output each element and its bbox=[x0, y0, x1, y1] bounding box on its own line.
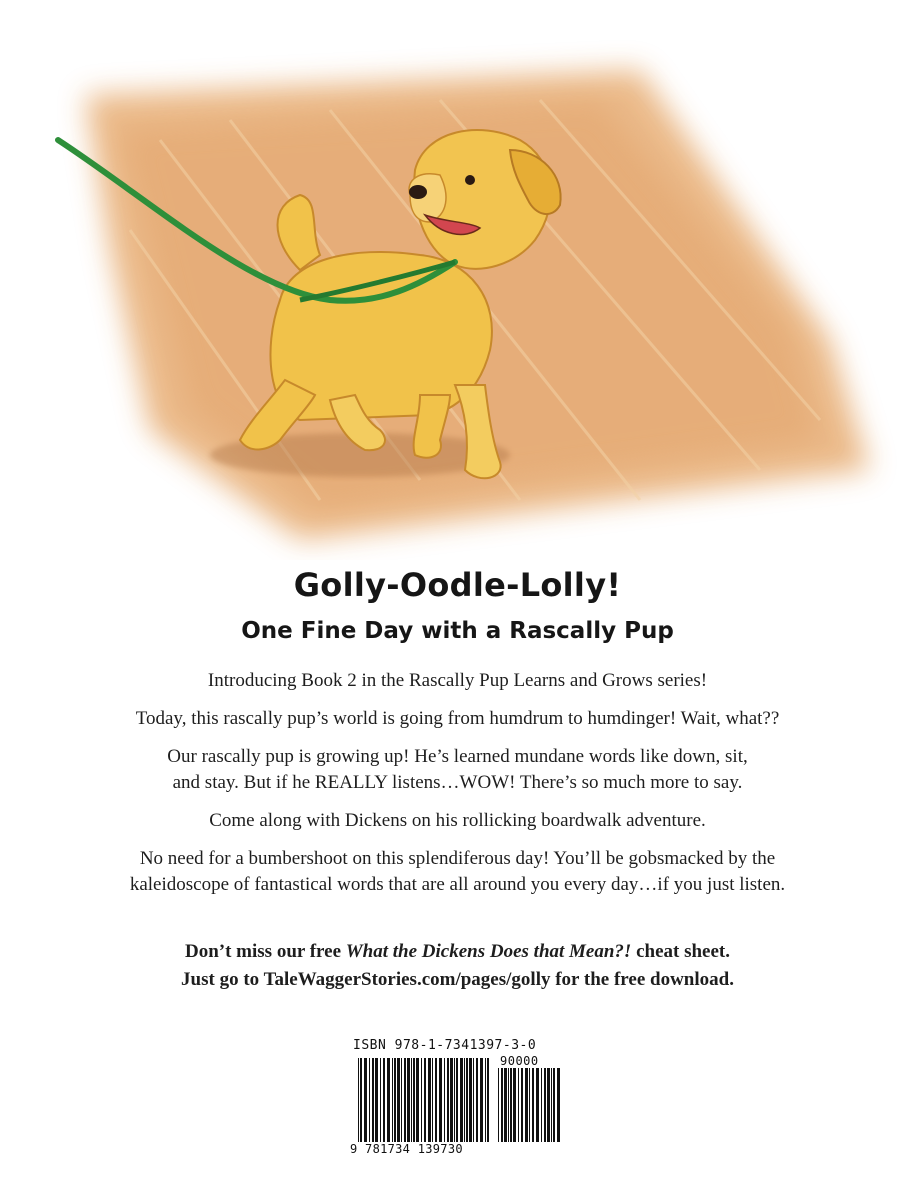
book-title: Golly-Oodle-Lolly! bbox=[293, 566, 622, 604]
barcode-bar bbox=[456, 1058, 458, 1142]
barcode-bar bbox=[372, 1058, 374, 1142]
barcode-bar bbox=[557, 1068, 560, 1142]
barcode-bar bbox=[413, 1058, 415, 1142]
isbn-label: ISBN 978-1-7341397-3-0 bbox=[353, 1038, 537, 1053]
barcode-bar bbox=[553, 1068, 555, 1142]
blurb-paragraph bbox=[60, 744, 855, 796]
barcode-bar bbox=[435, 1058, 437, 1142]
barcode-bar bbox=[444, 1058, 445, 1142]
barcode-bar bbox=[487, 1058, 489, 1142]
book-subtitle: One Fine Day with a Rascally Pup bbox=[241, 618, 674, 644]
blurb-paragraph: Today, this rascally pup’s world is going from humdrum to humdinger! Wait, what?? bbox=[135, 708, 780, 729]
cheat-sheet-title: What the Dickens Does that Mean?! bbox=[345, 941, 632, 962]
barcode-bar bbox=[536, 1068, 539, 1142]
barcode-bar bbox=[529, 1068, 530, 1142]
barcode-bar bbox=[518, 1068, 519, 1142]
barcode-bar bbox=[547, 1068, 550, 1142]
cheat-sheet-callout bbox=[40, 938, 875, 994]
price-code: 90000 bbox=[500, 1054, 539, 1068]
barcode-bar bbox=[360, 1058, 362, 1142]
barcode-bar bbox=[504, 1068, 507, 1142]
barcode-bar bbox=[432, 1058, 433, 1142]
cta-text: Don’t miss our free bbox=[184, 941, 346, 962]
addon-bars bbox=[498, 1068, 560, 1142]
barcode-bar bbox=[387, 1058, 390, 1142]
barcode-bar bbox=[394, 1058, 396, 1142]
barcode-bar bbox=[380, 1058, 381, 1142]
barcode-bar bbox=[401, 1058, 402, 1142]
barcode-bar bbox=[404, 1058, 406, 1142]
blurb-paragraph: Introducing Book 2 in the Rascally Pup Learns and Grows series! bbox=[207, 670, 708, 691]
cta-text: Just go to bbox=[181, 969, 264, 990]
barcode-bar bbox=[466, 1058, 468, 1142]
barcode-bar bbox=[541, 1068, 542, 1142]
blurb-line: kaleidoscope of fantastical words that are all around you every day…if you just listen. bbox=[129, 874, 786, 895]
barcode-bar bbox=[383, 1058, 385, 1142]
barcode-bar bbox=[513, 1068, 516, 1142]
barcode-bar bbox=[521, 1068, 523, 1142]
blurb-line: and stay. But if he REALLY listens…WOW! There’s so much more to say. bbox=[172, 772, 743, 793]
barcode-bar bbox=[428, 1058, 431, 1142]
barcode-bar bbox=[476, 1058, 478, 1142]
barcode-bar bbox=[460, 1058, 463, 1142]
barcode-bar bbox=[397, 1058, 400, 1142]
barcode-bar bbox=[551, 1068, 552, 1142]
barcode-bar bbox=[447, 1058, 449, 1142]
blurb-line: Our rascally pup is growing up! He’s learned mundane words like down, sit, bbox=[167, 746, 748, 767]
ean-bars bbox=[358, 1058, 492, 1142]
barcode-bar bbox=[532, 1068, 534, 1142]
barcode-bar bbox=[501, 1068, 503, 1142]
blurb-paragraph: Come along with Dickens on his rollicking boardwalk adventure. bbox=[209, 810, 706, 831]
barcode-bar bbox=[450, 1058, 453, 1142]
cta-text: for the free download. bbox=[550, 969, 734, 990]
barcode-bar bbox=[508, 1068, 509, 1142]
barcode-bar bbox=[358, 1058, 359, 1142]
cta-text: cheat sheet. bbox=[631, 941, 730, 962]
barcode-bar bbox=[480, 1058, 483, 1142]
barcode-bar bbox=[525, 1068, 528, 1142]
ean-digits: 9 781734 139730 bbox=[350, 1142, 463, 1156]
barcode-bar bbox=[485, 1058, 486, 1142]
barcode-bar bbox=[464, 1058, 465, 1142]
book-blurb bbox=[60, 668, 855, 910]
barcode-bar bbox=[375, 1058, 378, 1142]
barcode-bar bbox=[469, 1058, 472, 1142]
barcode-bar bbox=[510, 1068, 512, 1142]
barcode-bar bbox=[473, 1058, 474, 1142]
download-url-link[interactable]: TaleWaggerStories.com/pages/golly bbox=[263, 969, 551, 990]
barcode-bar bbox=[416, 1058, 419, 1142]
barcode-bar bbox=[369, 1058, 370, 1142]
barcode-bar bbox=[498, 1068, 499, 1142]
barcode-bar bbox=[421, 1058, 422, 1142]
barcode-bar bbox=[454, 1058, 455, 1142]
barcode-bar bbox=[439, 1058, 442, 1142]
dog-nose bbox=[409, 185, 427, 199]
barcode-bar bbox=[544, 1068, 546, 1142]
barcode-bar bbox=[392, 1058, 393, 1142]
barcode-bar bbox=[407, 1058, 410, 1142]
barcode-bar bbox=[411, 1058, 412, 1142]
isbn-barcode bbox=[350, 1038, 565, 1160]
blurb-line: No need for a bumbershoot on this splendiferous day! You’ll be gobsmacked by the bbox=[139, 848, 776, 869]
blurb-paragraph bbox=[60, 846, 855, 898]
barcode-bar bbox=[364, 1058, 367, 1142]
cta-line-1 bbox=[40, 938, 875, 966]
barcode-bar bbox=[424, 1058, 426, 1142]
puppy-illustration bbox=[0, 0, 915, 560]
cover-illustration bbox=[0, 0, 915, 560]
dog-eye bbox=[465, 175, 475, 185]
cta-line-2 bbox=[40, 966, 875, 994]
